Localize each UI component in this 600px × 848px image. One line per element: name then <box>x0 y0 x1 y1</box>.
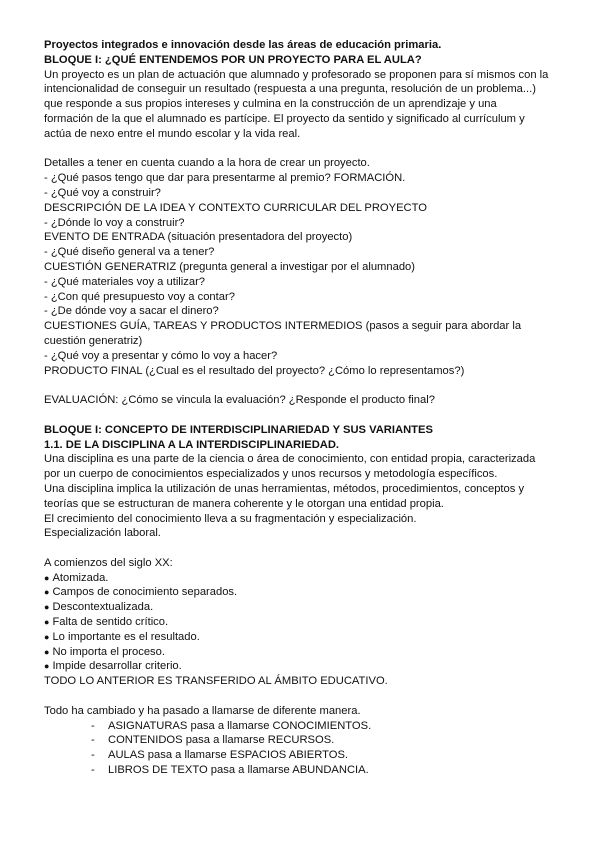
block2-heading: BLOQUE I: CONCEPTO DE INTERDISCIPLINARIEDAD Y SUS VARIANTES <box>44 423 433 436</box>
change-item <box>44 748 560 763</box>
block1-heading: BLOQUE I: ¿QUÉ ENTENDEMOS POR UN PROYECTO PARA EL AULA? <box>44 53 422 66</box>
bullet-item: ● Impide desarrollar criterio. <box>44 659 560 674</box>
details-intro: Detalles a tener en cuenta cuando a la hora de crear un proyecto. <box>44 157 370 170</box>
change-text: CONTENIDOS pasa a llamarse RECURSOS. <box>108 734 335 747</box>
details-line: - ¿Qué voy a construir? <box>44 186 161 199</box>
details-line: - ¿Dónde lo voy a construir? <box>44 216 185 229</box>
change-text: AULAS pasa a llamarse ESPACIOS ABIERTOS. <box>108 749 349 762</box>
bullet-item: ● Lo importante es el resultado. <box>44 630 560 645</box>
details-line: DESCRIPCIÓN DE LA IDEA Y CONTEXTO CURRICULAR DEL PROYECTO <box>44 201 427 214</box>
dash-marker: - <box>91 734 95 747</box>
change-intro: Todo ha cambiado y ha pasado a llamarse de diferente manera. <box>44 704 361 717</box>
century-intro: A comienzos del siglo XX: <box>44 556 173 569</box>
spacer <box>44 408 560 423</box>
spacer <box>44 541 560 556</box>
spacer <box>44 378 560 393</box>
change-text: ASIGNATURAS pasa a llamarse CONOCIMIENTOS. <box>108 719 372 732</box>
paragraph-line: que responde a sus propios intereses y culmina en la construcción de un aprendizaje y una <box>44 98 497 111</box>
paragraph-line: Especialización laboral. <box>44 527 161 540</box>
paragraph-line: teorías que se estructuran de manera coherente y le otorgan una entidad propia. <box>44 497 444 510</box>
block2-subheading: 1.1. DE LA DISCIPLINA A LA INTERDISCIPLINARIEDAD. <box>44 438 340 451</box>
block2-paragraph <box>44 452 560 541</box>
change-list <box>44 719 560 778</box>
bullet-item: ● Descontextualizada. <box>44 600 560 615</box>
block1-paragraph <box>44 68 560 142</box>
details-line: - ¿Qué pasos tengo que dar para presentarme al premio? FORMACIÓN. <box>44 172 406 185</box>
bullet-item: ● No importa el proceso. <box>44 645 560 660</box>
details-line: CUESTIONES GUÍA, TAREAS Y PRODUCTOS INTERMEDIOS (pasos a seguir para abordar la <box>44 320 522 333</box>
details-line: - ¿Con qué presupuesto voy a contar? <box>44 290 235 303</box>
details-line: cuestión generatriz) <box>44 334 143 347</box>
paragraph-line: El crecimiento del conocimiento lleva a su fragmentación y especialización. <box>44 512 417 525</box>
bullet-item: ● Campos de conocimiento separados. <box>44 585 560 600</box>
details-line: CUESTIÓN GENERATRIZ (pregunta general a investigar por el alumnado) <box>44 260 415 273</box>
paragraph-line: por un cuerpo de conocimientos especializados y unos recursos y metodología específicos. <box>44 468 498 481</box>
bullet-item: ● Falta de sentido crítico. <box>44 615 560 630</box>
paragraph-line: formación de la que el alumnado es partícipe. El proyecto da sentido y significado al currículum y <box>44 112 525 125</box>
details-list <box>44 171 560 378</box>
dash-marker: - <box>91 764 95 777</box>
spacer <box>44 689 560 704</box>
change-text: LIBROS DE TEXTO pasa a llamarse ABUNDANCIA. <box>108 764 369 777</box>
change-item <box>44 733 560 748</box>
transfer-line: TODO LO ANTERIOR ES TRANSFERIDO AL ÁMBITO EDUCATIVO. <box>44 675 388 688</box>
document-title: Proyectos integrados e innovación desde las áreas de educación primaria. <box>44 39 442 51</box>
details-line: - ¿Qué materiales voy a utilizar? <box>44 275 206 288</box>
bullet-item: ● Atomizada. <box>44 571 560 586</box>
details-line: - ¿Qué voy a presentar y cómo lo voy a hacer? <box>44 349 278 362</box>
paragraph-line: Una disciplina es una parte de la ciencia o área de conocimiento, con entidad propia, caracterizada <box>44 453 536 466</box>
dash-marker: - <box>91 719 95 732</box>
evaluation-line: EVALUACIÓN: ¿Cómo se vincula la evaluación? ¿Responde el producto final? <box>44 394 435 407</box>
details-line: PRODUCTO FINAL (¿Cual es el resultado del proyecto? ¿Cómo lo representamos?) <box>44 364 465 377</box>
change-item <box>44 719 560 734</box>
details-line: - ¿De dónde voy a sacar el dinero? <box>44 305 219 318</box>
spacer <box>44 142 560 157</box>
paragraph-line: Un proyecto es un plan de actuación que alumnado y profesorado se proponen para sí mismos con la <box>44 68 549 81</box>
change-item <box>44 763 560 778</box>
paragraph-line: intencionalidad de conseguir un resultado (respuesta a una pregunta, resolución de un problema...) <box>44 83 536 96</box>
paragraph-line: Una disciplina implica la utilización de unas herramientas, métodos, procedimientos, conceptos y <box>44 482 525 495</box>
details-line: EVENTO DE ENTRADA (situación presentadora del proyecto) <box>44 231 353 244</box>
dash-marker: - <box>91 749 95 762</box>
paragraph-line: actúa de nexo entre el mundo escolar y la vida real. <box>44 127 301 140</box>
details-line: - ¿Qué diseño general va a tener? <box>44 246 215 259</box>
bullet-list <box>44 571 560 675</box>
